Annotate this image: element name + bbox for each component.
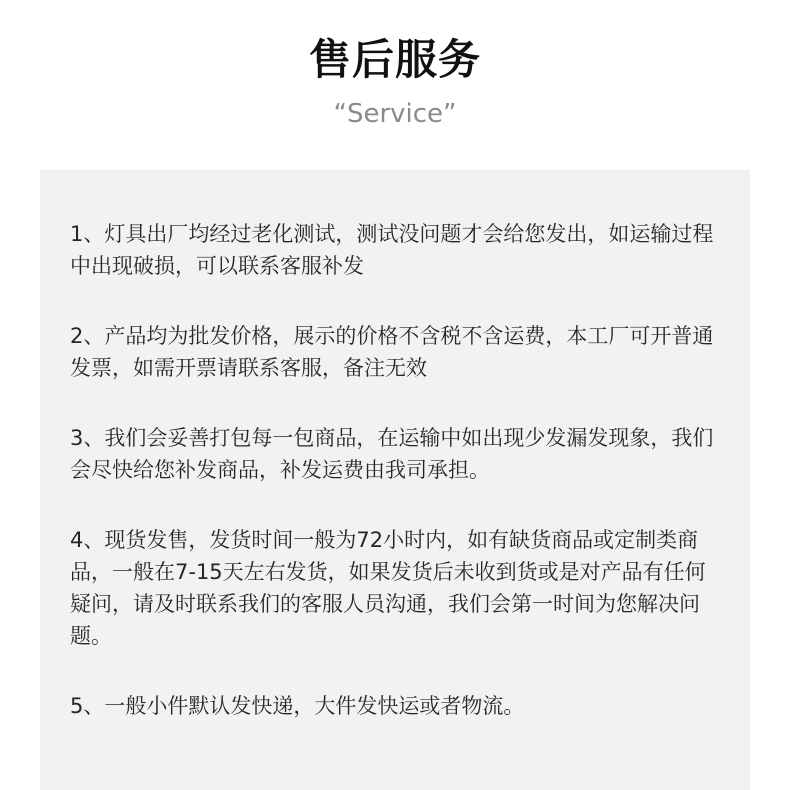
- page-subtitle: “Service”: [333, 99, 457, 129]
- policy-item-3: 3、我们会妥善打包每一包商品，在运输中如出现少发漏发现象，我们会尽快给您补发商品，补发运费由我司承担。: [70, 426, 714, 482]
- policy-item-2: 2、产品均为批发价格，展示的价格不含税不含运费，本工厂可开普通发票，如需开票请联系客服，备注无效: [70, 324, 714, 380]
- policy-item-1: 1、灯具出厂均经过老化测试，测试没问题才会给您发出，如运输过程中出现破损，可以联系客服补发: [70, 222, 714, 278]
- policy-item-4: 4、现货发售，发货时间一般为72小时内，如有缺货商品或定制类商品，一般在7-15天左右发货，如果发货后未收到货或是对产品有任何疑问，请及时联系我们的客服人员沟通，我们会第一时间为您解决问题。: [70, 528, 706, 648]
- page-title: 售后服务: [308, 35, 481, 84]
- policy-item-5: 5、一般小件默认发快递，大件发快运或者物流。: [70, 694, 525, 718]
- policy-list: [70, 218, 720, 760]
- policy-panel: [40, 170, 750, 790]
